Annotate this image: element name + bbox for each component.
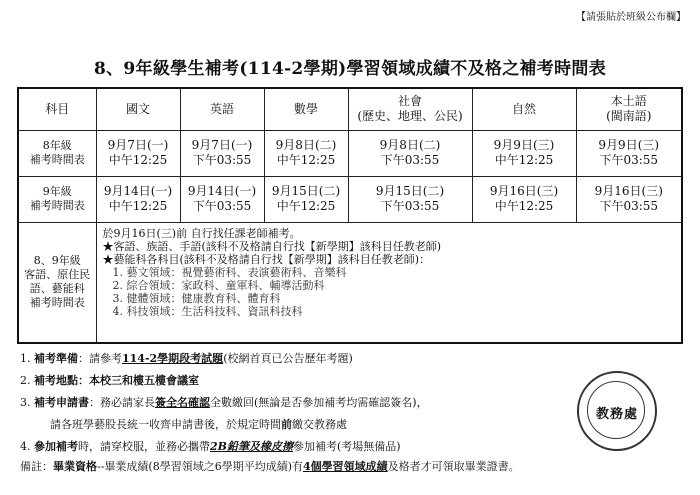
header-native-language: 本土語 (閩南語) — [576, 88, 682, 130]
posting-notice: 【請張貼於班級公布欄】 — [576, 12, 686, 23]
office-seal — [577, 371, 657, 451]
page-title: 8、9年級學生補考(114-2學期)學習領域成績不及格之補考時間表 — [93, 59, 606, 79]
table-cell: 9月15日(二) 中午12:25 — [264, 176, 348, 222]
table-cell: 9月7日(一) 下午03:55 — [180, 130, 264, 176]
table-cell: 9月8日(二) 下午03:55 — [348, 130, 472, 176]
note-3-line2: 請各班學藝股長統一收齊申請書後，於規定時間前繳交教務處 — [50, 418, 347, 431]
special-subline: 1. 藝文領域：視覺藝術科、表演藝術科、音樂科 — [112, 265, 347, 279]
table-cell: 9月9日(三) 下午03:55 — [576, 130, 682, 176]
special-subline: 4. 科技領域：生活科技科、資訊科技科 — [112, 304, 303, 318]
header-social: 社會 (歷史、地理、公民) — [348, 88, 472, 130]
grade9-label: 9年級 補考時間表 — [18, 176, 96, 222]
special-line: ★客語、族語、手語(該科不及格請自行找【新學期】該科目任教老師) — [102, 239, 442, 253]
table-cell: 9月9日(三) 中午12:25 — [472, 130, 576, 176]
header-science: 自然 — [472, 88, 576, 130]
special-line: ★藝能科各科目(該科不及格請自行找【新學期】該科目任教老師)： — [102, 252, 431, 266]
special-line: 於9月16日(三)前 自行找任課老師補考。 — [102, 226, 301, 240]
note-3: 3. 補考申請書：務必請家長簽全名確認全數繳回(無論是否參加補考均需確認簽名)， — [20, 396, 428, 409]
table-cell: 9月7日(一) 中午12:25 — [96, 130, 180, 176]
seal-text: 教務處 — [595, 407, 638, 422]
table-cell: 9月16日(三) 下午03:55 — [576, 176, 682, 222]
table-cell: 9月15日(二) 下午03:55 — [348, 176, 472, 222]
note-2: 2. 補考地點：本校三和樓五樓會議室 — [20, 374, 199, 387]
header-row — [18, 88, 682, 130]
grade8-row — [18, 130, 682, 176]
header-chinese: 國文 — [96, 88, 180, 130]
table-cell: 9月14日(一) 中午12:25 — [96, 176, 180, 222]
table-cell: 9月14日(一) 下午03:55 — [180, 176, 264, 222]
table-cell: 9月16日(三) 中午12:25 — [472, 176, 576, 222]
remark: 備註：畢業資格--畢業成績(8學習領域之6學期平均成績)有4個學習領域成績及格者才可領取畢業證書。 — [20, 460, 520, 473]
special-subline: 2. 綜合領域：家政科、童軍科、輔導活動科 — [112, 278, 325, 292]
schedule-table — [17, 87, 683, 344]
grade8-label: 8年級 補考時間表 — [18, 130, 96, 176]
header-english: 英語 — [180, 88, 264, 130]
header-math: 數學 — [264, 88, 348, 130]
note-4: 4. 參加補考時，請穿校服，並務必攜帶2B鉛筆及橡皮擦參加補考(考場無備品) — [20, 440, 401, 453]
note-1: 1. 補考準備：請參考114-2學期段考試題(校網首頁已公告歷年考題) — [20, 352, 353, 365]
grade9-row — [18, 176, 682, 222]
header-subject: 科目 — [18, 88, 96, 130]
table-cell: 9月8日(二) 中午12:25 — [264, 130, 348, 176]
special-subline: 3. 健體領域：健康教育科、體育科 — [112, 291, 281, 305]
special-row — [18, 222, 682, 343]
special-notes — [96, 222, 682, 343]
special-label: 8、9年級 客語、原住民 語、藝能科 補考時間表 — [18, 222, 96, 343]
